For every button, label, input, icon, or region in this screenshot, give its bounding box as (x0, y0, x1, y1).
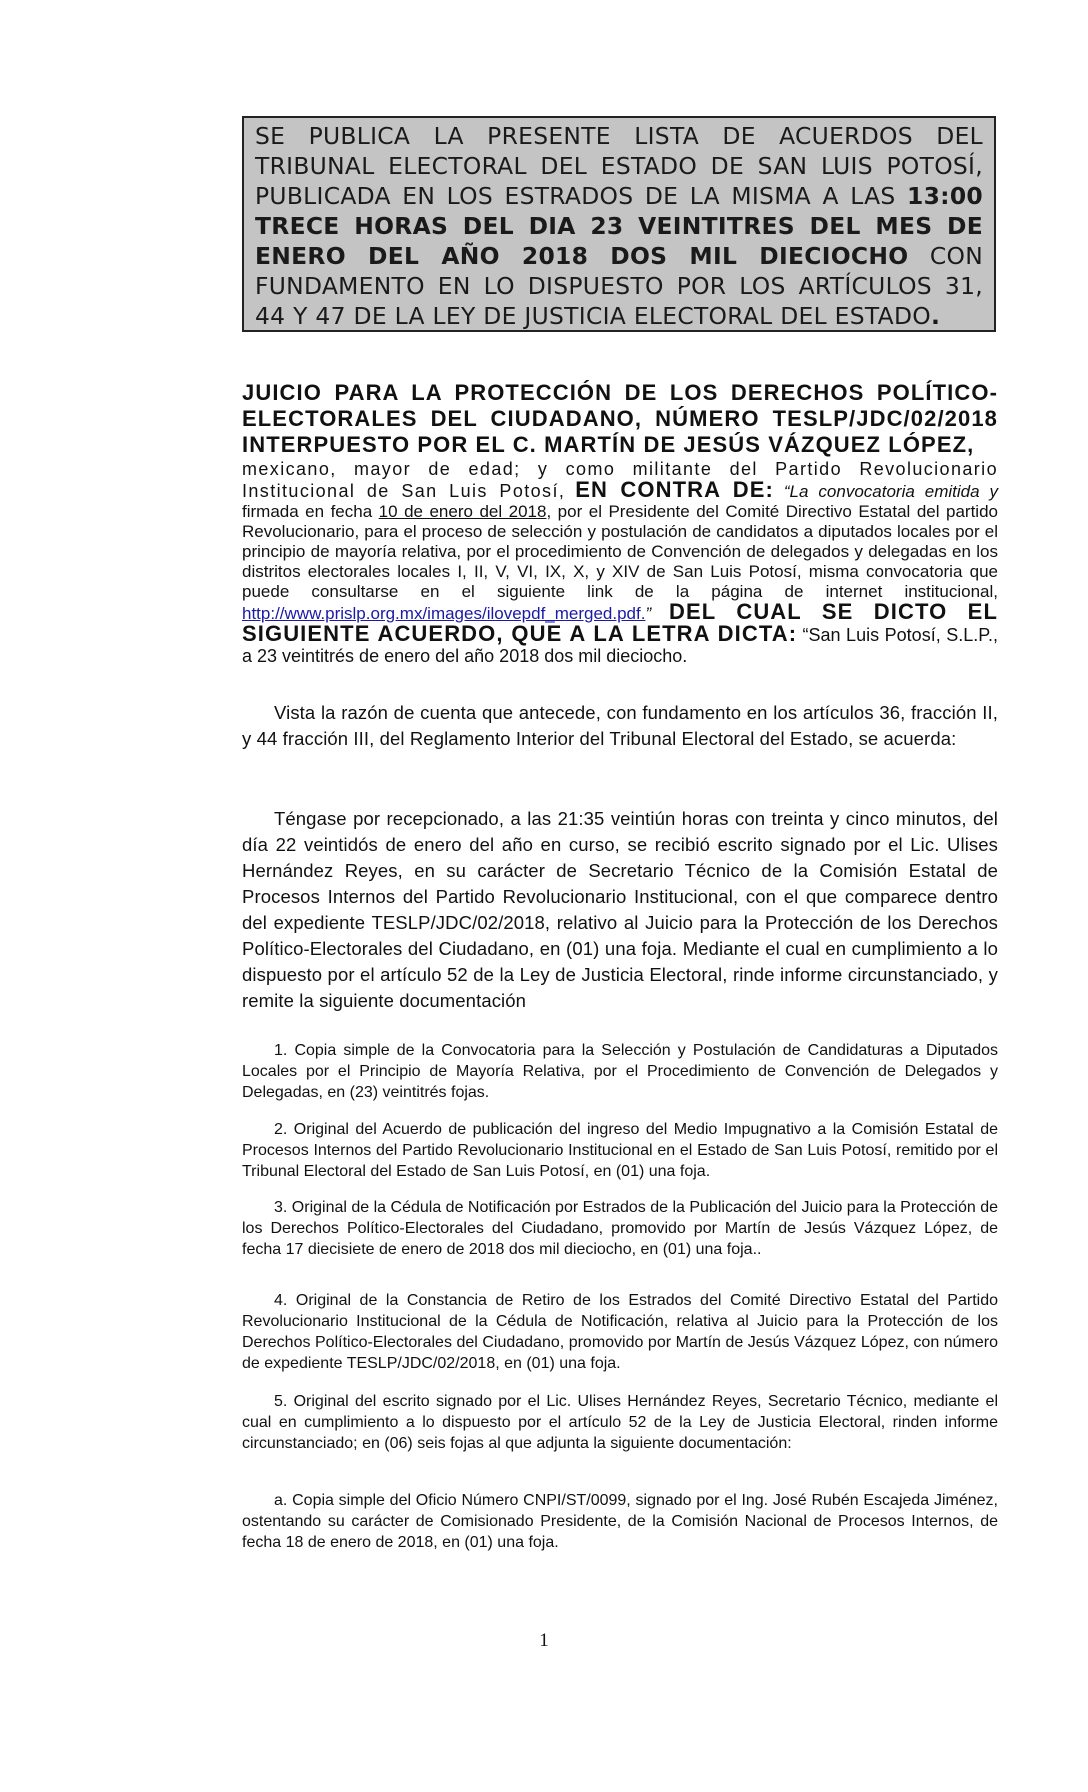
case-body-2: , por el Presidente del Comité Directivo Estatal del partido Revolucionario, para el proceso de selección y postulación de candidatos a diputados locales por el principio de mayoría relativa, por el procedimiento de Convención de delegados y delegadas en los distritos electorales locales I, II, V, VI, IX, X, y XIV de San Luis Potosí, misma convocatoria que puede consultarse en el siguiente link de la página de internet institucional, (242, 502, 998, 601)
case-heading: JUICIO PARA LA PROTECCIÓN DE LOS DERECHOS POLÍTICO-ELECTORALES DEL CIUDADANO, NÚMERO TESLP/JDC/02/2018 INTERPUESTO POR EL C. MARTÍN DE JESÚS VÁZQUEZ LÓPEZ, (242, 380, 998, 457)
notice-text-a: SE PUBLICA LA PRESENTE LISTA DE ACUERDOS DEL TRIBUNAL ELECTORAL DEL ESTADO DE SAN LUIS POTOSÍ, PUBLICADA EN LOS ESTRADOS DE LA MISMA A LAS (255, 122, 983, 210)
document-item-2: 2. Original del Acuerdo de publicación del ingreso del Medio Impugnativo a la Comisión Estatal de Procesos Internos del Partido Revolucionario Institucional en el Estado de San Luis Potosí, remitido por el Tribunal Electoral del Estado de San Luis Potosí, en (01) una foja. (242, 1121, 998, 1180)
document-item-5: 5. Original del escrito signado por el Lic. Ulises Hernández Reyes, Secretario Técnico, mediante el cual en cumplimiento a lo dispuesto por el artículo 52 de la Ley de Justicia Electoral, rinden informe circunstanciado; en (06) seis fojas al que adjunta la siguiente documentación: (242, 1393, 998, 1452)
case-block (242, 380, 998, 667)
case-body-1: firmada en fecha (242, 502, 379, 521)
notice-period: . (931, 302, 941, 330)
agreement-paragraph: Vista la razón de cuenta que antecede, con fundamento en los artículos 36, fracción II, y 44 fracción III, del Reglamento Interior del Tribunal Electoral del Estado, se acuerda: (242, 702, 998, 749)
reception-paragraph: Téngase por recepcionado, a las 21:35 veintiún horas con treinta y cinco minutos, del día 22 veintidós de enero del año en curso, se recibió escrito signado por el Lic. Ulises Hernández Reyes, en su carácter de Secretario Técnico de la Comisión Estatal de Procesos Internos del Partido Revolucionario Institucional, con el que comparece dentro del expediente TESLP/JDC/02/2018, relativo al Juicio para la Protección de los Derechos Político-Electorales del Ciudadano, en (01) una foja. Mediante el cual en cumplimiento a lo dispuesto por el artículo 52 de la Ley de Justicia Electoral, rinde informe circunstanciado, y remite la siguiente documentación (242, 808, 998, 1011)
convocatoria-link[interactable]: http://www.prislp.org.mx/images/ilovepdf_merged.pdf. (242, 604, 646, 623)
document-item-1: 1. Copia simple de la Convocatoria para la Selección y Postulación de Candidaturas a Diputados Locales por el Principio de Mayoría Relativa, por el Procedimiento de Convención de Delegados y Delegadas, en (23) veintitrés fojas. (242, 1042, 998, 1101)
document-item-5a: a. Copia simple del Oficio Número CNPI/ST/0099, signado por el Ing. José Rubén Escajeda Jiménez, ostentando su carácter de Comisionado Presidente, de la Comisión Nacional de Procesos Internos, de fecha 18 de enero de 2018, en (01) una foja. (242, 1492, 998, 1551)
convocatoria-date: 10 de enero del 2018 (378, 502, 547, 521)
case-actor: mexicano, mayor de edad; y como militante del Partido Revolucionario Institucional de San Luis Potosí, (242, 459, 998, 501)
against-label: EN CONTRA DE: (575, 477, 774, 502)
quote-close: ” (645, 604, 652, 623)
document-item-4: 4. Original de la Constancia de Retiro de los Estrados del Comité Directivo Estatal del Partido Revolucionario Institucional de la Cédula de Notificación, relativa al Juicio para la Protección de los Derechos Político-Electorales del Ciudadano, promovido por Martín de Jesús Vázquez López, con número de expediente TESLP/JDC/02/2018, en (01) una foja. (242, 1292, 998, 1372)
notice-time-date: 13:00 TRECE HORAS DEL DIA 23 VEINTITRES DEL MES DE ENERO DEL AÑO 2018 DOS MIL DIECIOCHO (255, 182, 983, 270)
place-date: “San Luis Potosí, S.L.P., a 23 veintitrés de enero del año 2018 dos mil dieciocho. (242, 625, 998, 666)
document-item-3: 3. Original de la Cédula de Notificación por Estrados de la Publicación del Juicio para la Protección de los Derechos Político-Electorales del Ciudadano, promovido por Martín de Jesús Vázquez López, de fecha 17 diecisiete de enero de 2018 dos mil dieciocho, en (01) una foja.. (242, 1199, 998, 1258)
page-number: 1 (539, 1630, 549, 1651)
notice-text-b: CON FUNDAMENTO EN LO DISPUESTO POR LOS ARTÍCULOS 31, 44 Y 47 DE LA LEY DE JUSTICIA ELECTORAL DEL ESTADO (255, 242, 983, 330)
publication-notice-box (242, 116, 996, 332)
dicta-label: DEL CUAL SE DICTO EL SIGUIENTE ACUERDO, QUE A LA LETRA DICTA: (242, 599, 998, 646)
quote-open: “La convocatoria emitida y (783, 482, 998, 501)
